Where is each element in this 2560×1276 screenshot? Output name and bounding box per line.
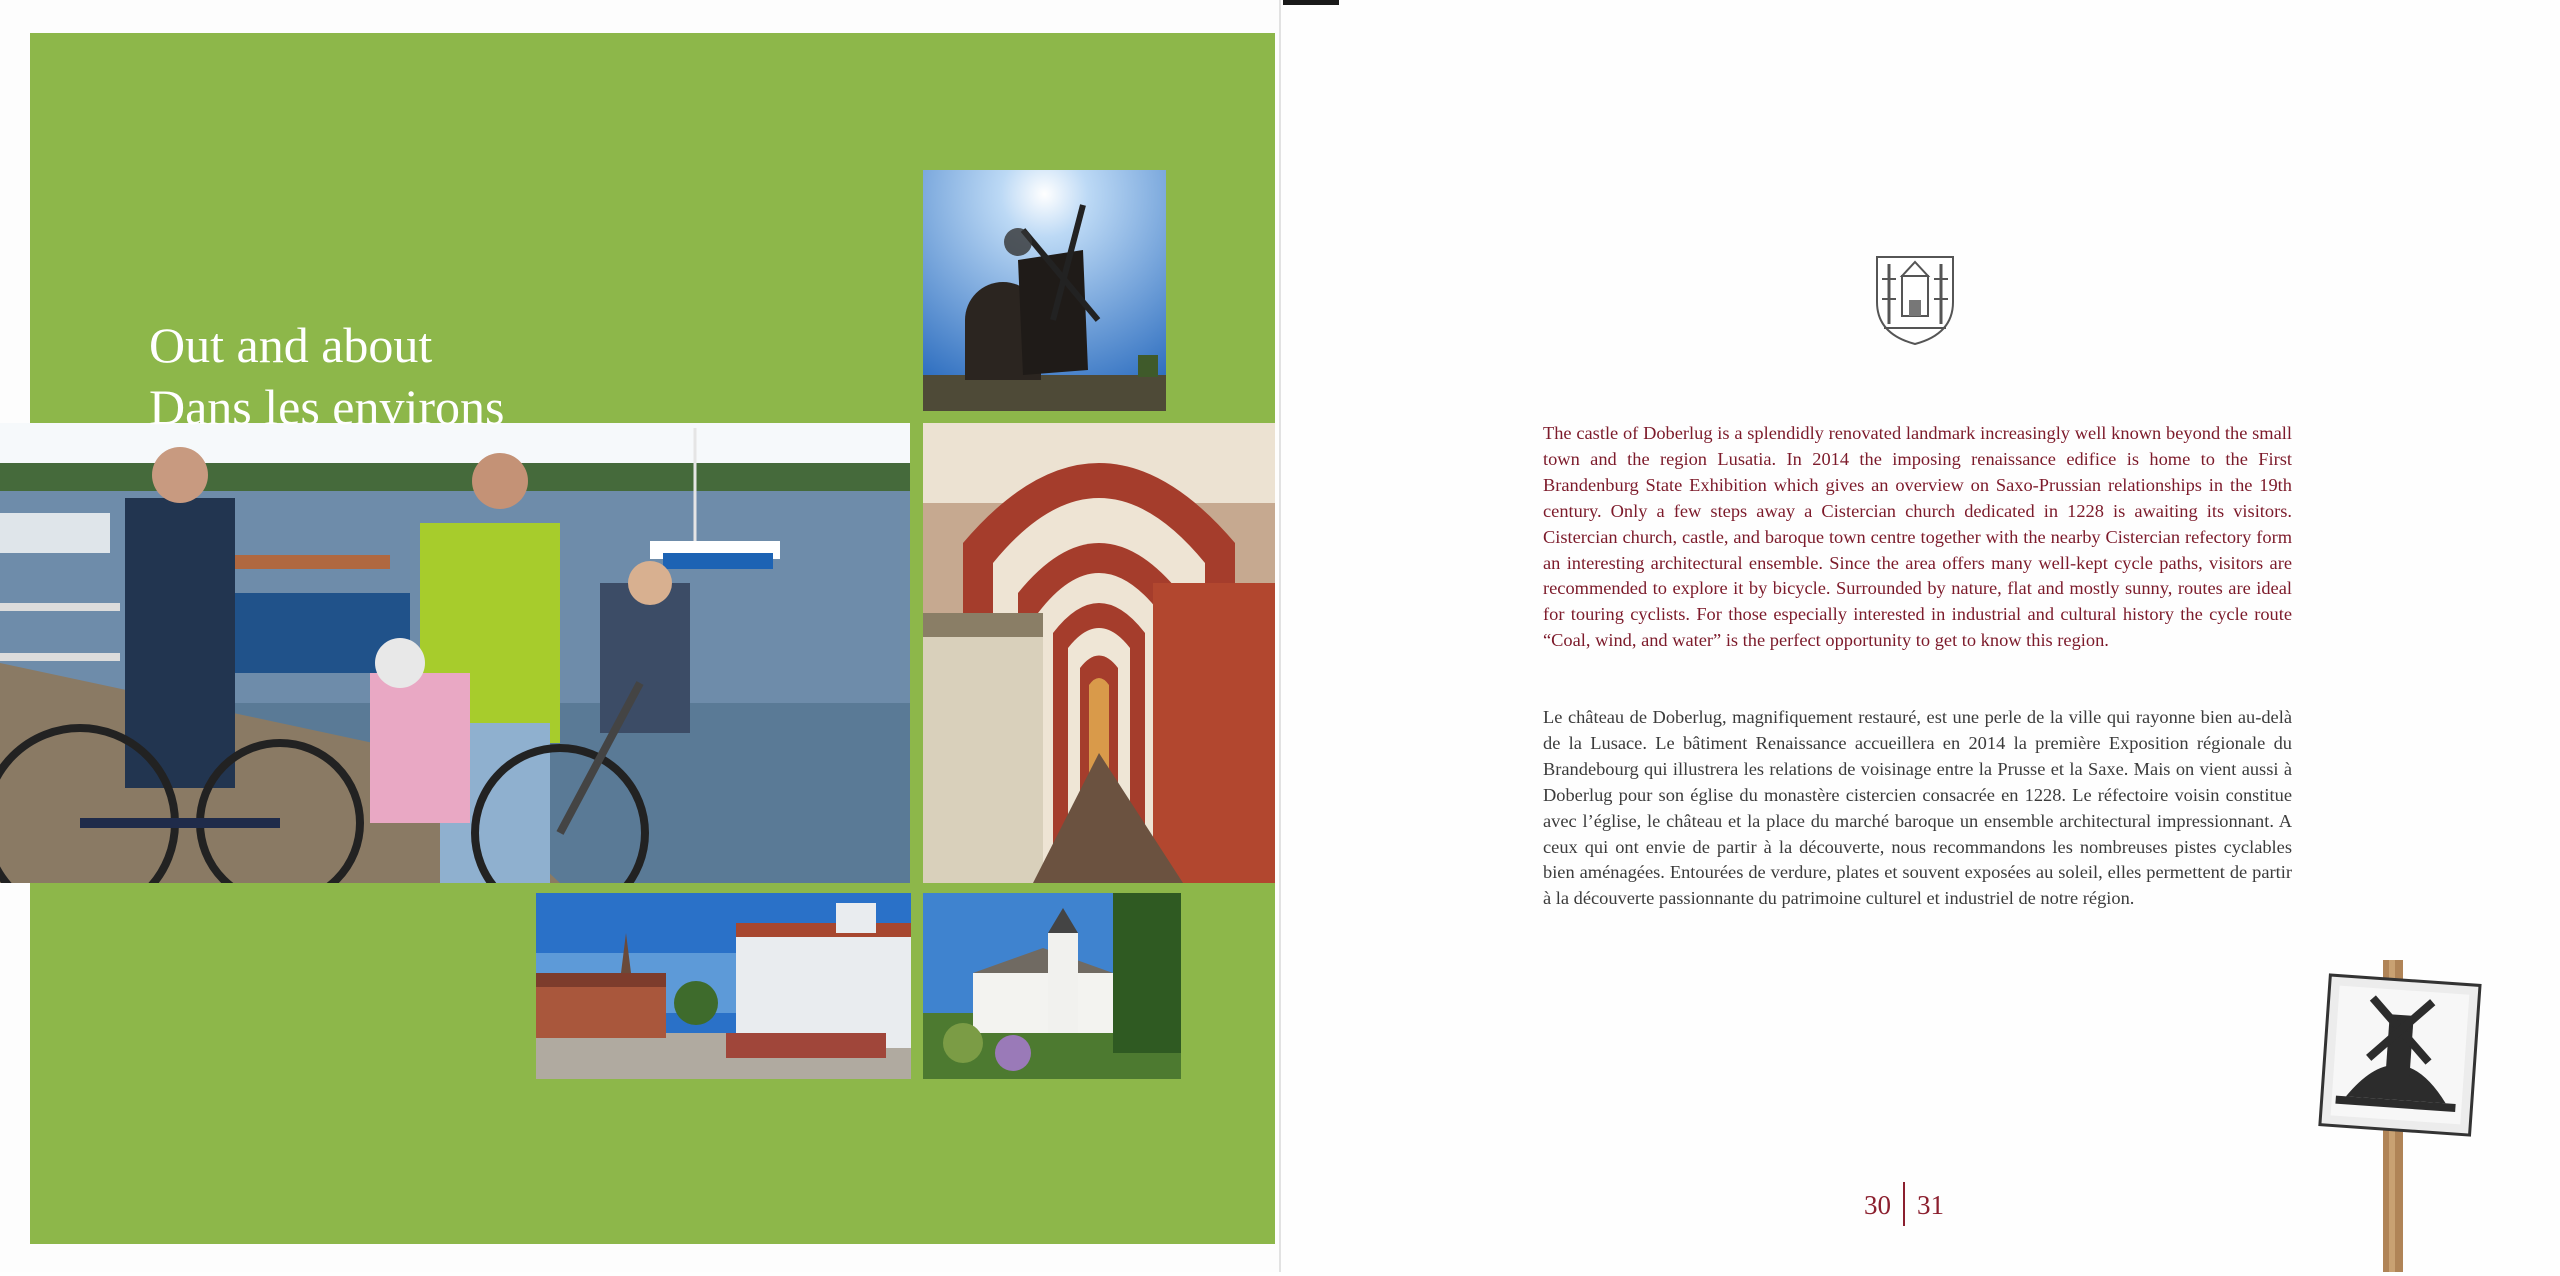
heading-french: Dans les environs [149,379,505,435]
paragraph-english: The castle of Doberlug is a splendidly renovated landmark increasingly well known beyond the small town and the region Lusatia. In 2014 the imposing renaissance edifice is home to the First Brandenburg State Exhibition which gives an overview on Saxo-Prussian relationships in the 19th century. Only a few steps away a Cistercian church dedicated in 1228 is awaiting its visitors. Cistercian church, castle, and baroque town centre together with the nearby Cistercian refectory form an interesting architectural ensemble. Since the area offers many well-kept cycle paths, visitors are recommended to explore it by bicycle. Surrounded by nature, flat and mostly sunny, routes are ideal for touring cyclists. For those especially interested in industrial and cultural history the cycle route “Coal, wind, and water” is the perfect opportunity to get to know this region. [1543,423,2292,651]
paragraph-french: Le château de Doberlug, magnifiquement restauré, est une perle de la ville qui rayonne bien au-delà de la Lusace. Le bâtiment Renaissance accueillera en 2014 la première Exposition régionale du Brandebourg qui illustrera les relations de voisinage entre la Prusse et la Saxe. Mais on vient aussi à Doberlug pour son église du monastère cistercien consacrée en 1228. Le réfectoire voisin constitue avec l’église, le château et la place du marché baroque un ensemble architectural impressionnant. A ceux qui ont envie de partir à la découverte, nous recommandons les nombreuses pistes cyclables bien aménagées. Entourées de verdure, plates et souvent exposées au soleil, elles permettent de partir à la découverte passionnante du patrimoine culturel et industriel de notre région. [1543,707,2292,909]
family-bicycle-photo [0,423,910,883]
page-number-left: 30 [1864,1190,1891,1221]
windmill-photo [923,170,1166,411]
page-number-right: 31 [1917,1190,1944,1221]
scan-mark [1283,0,1339,5]
windmill-route-sign-icon [2310,960,2490,1272]
heading-english: Out and about [149,317,433,373]
page-number-divider [1903,1182,1905,1226]
page-numbers [1864,1186,1944,1230]
cloister-arcade-photo [923,423,1275,883]
town-crest-icon [1874,254,1956,346]
white-castle-photo [923,893,1181,1079]
gutter-divider [1279,0,1281,1272]
doberlug-castle-photo [536,893,911,1079]
